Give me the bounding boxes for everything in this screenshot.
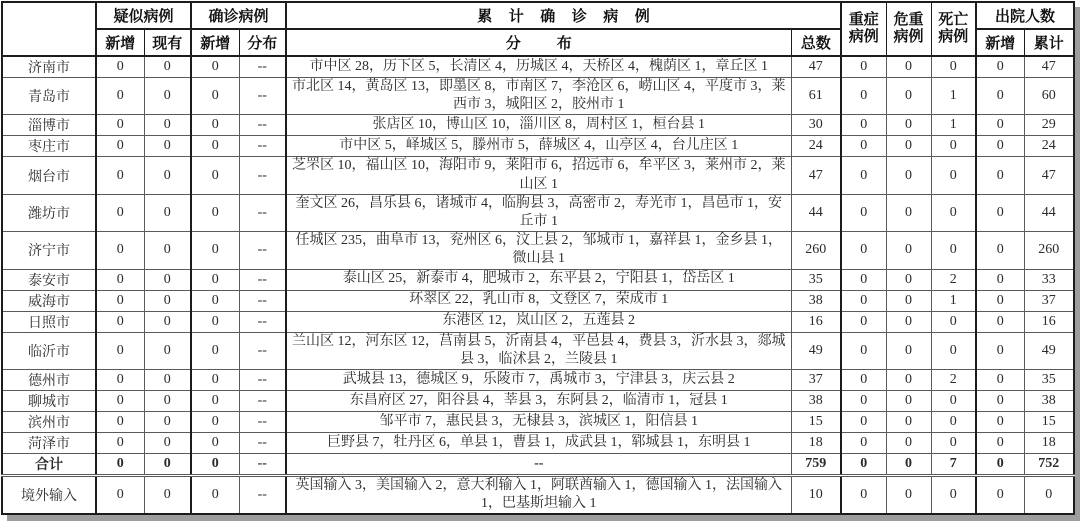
cumulative-total-cell: 38 (791, 390, 841, 411)
header-confirmed-group: 确诊病例 (191, 2, 286, 29)
death-cell: 0 (931, 432, 976, 453)
cumulative-dist-cell: 市中区 5，峄城区 5，滕州市 5，薛城区 4，山亭区 4，台儿庄区 1 (286, 136, 791, 157)
table-row (2, 332, 1074, 369)
cumulative-dist-cell: 奎文区 26，昌乐县 6，诸城市 4，临朐县 3，高密市 2，寿光市 1，昌邑市 1，安丘市 1 (286, 194, 791, 231)
critical-cell: 0 (886, 475, 931, 514)
header-confirmed-new: 新增 (191, 29, 239, 56)
confirmed-new-cell: 0 (191, 475, 239, 514)
city-name-cell: 菏泽市 (2, 432, 96, 453)
table-row (2, 475, 1074, 514)
suspected-current-cell: 0 (144, 78, 191, 115)
discharged-total-cell: 16 (1024, 311, 1074, 332)
cumulative-dist-cell: -- (286, 453, 791, 475)
confirmed-dist-cell: -- (239, 157, 286, 194)
cumulative-dist-cell: 泰山区 25，新泰市 4，肥城市 2，东平县 2，宁阳县 1，岱岳区 1 (286, 269, 791, 290)
header-severe: 重症病例 (841, 2, 886, 56)
discharged-total-cell: 0 (1024, 475, 1074, 514)
death-cell: 0 (931, 332, 976, 369)
confirmed-dist-cell: -- (239, 78, 286, 115)
critical-cell: 0 (886, 269, 931, 290)
confirmed-dist-cell: -- (239, 290, 286, 311)
confirmed-new-cell: 0 (191, 390, 239, 411)
cumulative-total-cell: 47 (791, 56, 841, 78)
confirmed-new-cell: 0 (191, 194, 239, 231)
cumulative-dist-cell: 东昌府区 27，阳谷县 4，莘县 3，东阿县 2，临清市 1，冠县 1 (286, 390, 791, 411)
suspected-current-cell: 0 (144, 194, 191, 231)
severe-cell: 0 (841, 332, 886, 369)
discharged-total-cell: 47 (1024, 157, 1074, 194)
severe-cell: 0 (841, 453, 886, 475)
header-discharged-group: 出院人数 (976, 2, 1074, 29)
severe-cell: 0 (841, 78, 886, 115)
suspected-new-cell: 0 (96, 232, 144, 269)
severe-cell: 0 (841, 232, 886, 269)
cumulative-total-cell: 759 (791, 453, 841, 475)
critical-cell: 0 (886, 311, 931, 332)
critical-cell: 0 (886, 136, 931, 157)
confirmed-dist-cell: -- (239, 432, 286, 453)
confirmed-dist-cell: -- (239, 269, 286, 290)
suspected-current-cell: 0 (144, 136, 191, 157)
table-row (2, 311, 1074, 332)
discharged-total-cell: 33 (1024, 269, 1074, 290)
death-cell: 1 (931, 115, 976, 136)
severe-cell: 0 (841, 115, 886, 136)
cumulative-total-cell: 30 (791, 115, 841, 136)
header-death: 死亡病例 (931, 2, 976, 56)
cumulative-total-cell: 15 (791, 411, 841, 432)
confirmed-new-cell: 0 (191, 115, 239, 136)
table-row (2, 136, 1074, 157)
critical-cell: 0 (886, 56, 931, 78)
discharged-new-cell: 0 (976, 453, 1024, 475)
cumulative-total-cell: 49 (791, 332, 841, 369)
cumulative-dist-cell: 张店区 10，博山区 10，淄川区 8，周村区 1，桓台县 1 (286, 115, 791, 136)
discharged-total-cell: 24 (1024, 136, 1074, 157)
discharged-new-cell: 0 (976, 194, 1024, 231)
table-row (2, 78, 1074, 115)
confirmed-new-cell: 0 (191, 56, 239, 78)
discharged-total-cell: 60 (1024, 78, 1074, 115)
confirmed-dist-cell: -- (239, 194, 286, 231)
table-row (2, 269, 1074, 290)
city-name-cell: 日照市 (2, 311, 96, 332)
table-row (2, 194, 1074, 231)
cumulative-total-cell: 24 (791, 136, 841, 157)
discharged-new-cell: 0 (976, 269, 1024, 290)
confirmed-new-cell: 0 (191, 290, 239, 311)
city-name-cell: 威海市 (2, 290, 96, 311)
suspected-new-cell: 0 (96, 332, 144, 369)
suspected-new-cell: 0 (96, 390, 144, 411)
discharged-new-cell: 0 (976, 157, 1024, 194)
confirmed-new-cell: 0 (191, 157, 239, 194)
header-cumulative-total: 总数 (791, 29, 841, 56)
city-name-cell: 淄博市 (2, 115, 96, 136)
table-header (2, 2, 1074, 56)
suspected-new-cell: 0 (96, 136, 144, 157)
cumulative-total-cell: 18 (791, 432, 841, 453)
suspected-new-cell: 0 (96, 78, 144, 115)
death-cell: 1 (931, 290, 976, 311)
city-name-cell: 合计 (2, 453, 96, 475)
table-row (2, 157, 1074, 194)
suspected-new-cell: 0 (96, 56, 144, 78)
city-name-cell: 聊城市 (2, 390, 96, 411)
city-name-cell: 滨州市 (2, 411, 96, 432)
discharged-total-cell: 49 (1024, 332, 1074, 369)
epidemic-stats-table (1, 1, 1075, 515)
table-row (2, 411, 1074, 432)
suspected-new-cell: 0 (96, 369, 144, 390)
suspected-new-cell: 0 (96, 311, 144, 332)
confirmed-dist-cell: -- (239, 475, 286, 514)
confirmed-new-cell: 0 (191, 311, 239, 332)
header-suspected-new: 新增 (96, 29, 144, 56)
death-cell: 7 (931, 453, 976, 475)
suspected-new-cell: 0 (96, 475, 144, 514)
cumulative-total-cell: 35 (791, 269, 841, 290)
death-cell: 1 (931, 78, 976, 115)
city-name-cell: 泰安市 (2, 269, 96, 290)
city-name-cell: 济宁市 (2, 232, 96, 269)
severe-cell: 0 (841, 411, 886, 432)
death-cell: 0 (931, 232, 976, 269)
suspected-new-cell: 0 (96, 115, 144, 136)
discharged-total-cell: 15 (1024, 411, 1074, 432)
severe-cell: 0 (841, 56, 886, 78)
table-body (2, 56, 1074, 514)
confirmed-dist-cell: -- (239, 411, 286, 432)
discharged-new-cell: 0 (976, 311, 1024, 332)
header-discharged-total: 累计 (1024, 29, 1074, 56)
severe-cell: 0 (841, 194, 886, 231)
header-critical: 危重病例 (886, 2, 931, 56)
suspected-current-cell: 0 (144, 369, 191, 390)
suspected-new-cell: 0 (96, 157, 144, 194)
death-cell: 0 (931, 194, 976, 231)
discharged-new-cell: 0 (976, 369, 1024, 390)
suspected-current-cell: 0 (144, 56, 191, 78)
cumulative-total-cell: 61 (791, 78, 841, 115)
discharged-total-cell: 38 (1024, 390, 1074, 411)
confirmed-dist-cell: -- (239, 453, 286, 475)
cumulative-dist-cell: 邹平市 7，惠民县 3，无棣县 3，滨城区 1，阳信县 1 (286, 411, 791, 432)
discharged-new-cell: 0 (976, 115, 1024, 136)
table-row (2, 432, 1074, 453)
discharged-new-cell: 0 (976, 232, 1024, 269)
discharged-total-cell: 44 (1024, 194, 1074, 231)
severe-cell: 0 (841, 475, 886, 514)
confirmed-new-cell: 0 (191, 332, 239, 369)
death-cell: 2 (931, 269, 976, 290)
severe-cell: 0 (841, 290, 886, 311)
cumulative-dist-cell: 巨野县 7，牡丹区 6，单县 1，曹县 1，成武县 1，郓城县 1，东明县 1 (286, 432, 791, 453)
confirmed-dist-cell: -- (239, 56, 286, 78)
suspected-new-cell: 0 (96, 290, 144, 311)
cumulative-total-cell: 10 (791, 475, 841, 514)
header-suspected-current: 现有 (144, 29, 191, 56)
discharged-new-cell: 0 (976, 332, 1024, 369)
discharged-total-cell: 29 (1024, 115, 1074, 136)
discharged-new-cell: 0 (976, 56, 1024, 78)
severe-cell: 0 (841, 390, 886, 411)
discharged-new-cell: 0 (976, 78, 1024, 115)
city-name-cell: 济南市 (2, 56, 96, 78)
cumulative-dist-cell: 市中区 28，历下区 5，长清区 4，历城区 4，天桥区 4，槐荫区 1，章丘区 1 (286, 56, 791, 78)
table-row (2, 56, 1074, 78)
critical-cell: 0 (886, 157, 931, 194)
death-cell: 2 (931, 369, 976, 390)
discharged-total-cell: 260 (1024, 232, 1074, 269)
death-cell: 0 (931, 311, 976, 332)
severe-cell: 0 (841, 157, 886, 194)
suspected-new-cell: 0 (96, 453, 144, 475)
header-cumulative-dist: 分布 (286, 29, 791, 56)
suspected-new-cell: 0 (96, 432, 144, 453)
cumulative-total-cell: 44 (791, 194, 841, 231)
discharged-new-cell: 0 (976, 432, 1024, 453)
critical-cell: 0 (886, 194, 931, 231)
confirmed-new-cell: 0 (191, 453, 239, 475)
confirmed-new-cell: 0 (191, 432, 239, 453)
discharged-new-cell: 0 (976, 136, 1024, 157)
death-cell: 0 (931, 56, 976, 78)
confirmed-new-cell: 0 (191, 78, 239, 115)
header-suspected-group: 疑似病例 (96, 2, 191, 29)
confirmed-new-cell: 0 (191, 136, 239, 157)
suspected-current-cell: 0 (144, 411, 191, 432)
suspected-current-cell: 0 (144, 390, 191, 411)
confirmed-dist-cell: -- (239, 232, 286, 269)
confirmed-new-cell: 0 (191, 369, 239, 390)
cumulative-total-cell: 47 (791, 157, 841, 194)
discharged-new-cell: 0 (976, 390, 1024, 411)
discharged-new-cell: 0 (976, 411, 1024, 432)
table-row (2, 290, 1074, 311)
suspected-current-cell: 0 (144, 269, 191, 290)
confirmed-dist-cell: -- (239, 332, 286, 369)
severe-cell: 0 (841, 136, 886, 157)
suspected-current-cell: 0 (144, 115, 191, 136)
cumulative-dist-cell: 英国输入 3，美国输入 2，意大利输入 1，阿联酋输入 1，德国输入 1，法国输入 1，巴基斯坦输入 1 (286, 475, 791, 514)
cumulative-dist-cell: 兰山区 12，河东区 12，莒南县 5，沂南县 4，平邑县 4，费县 3，沂水县 3，郯城县 3，临沭县 2，兰陵县 1 (286, 332, 791, 369)
suspected-current-cell: 0 (144, 157, 191, 194)
cumulative-dist-cell: 任城区 235，曲阜市 13，兖州区 6，汶上县 2，邹城市 1，嘉祥县 1，金乡县 1，微山县 1 (286, 232, 791, 269)
discharged-total-cell: 18 (1024, 432, 1074, 453)
discharged-new-cell: 0 (976, 475, 1024, 514)
discharged-total-cell: 752 (1024, 453, 1074, 475)
suspected-new-cell: 0 (96, 269, 144, 290)
table-row (2, 115, 1074, 136)
critical-cell: 0 (886, 453, 931, 475)
suspected-new-cell: 0 (96, 411, 144, 432)
suspected-current-cell: 0 (144, 290, 191, 311)
city-name-cell: 枣庄市 (2, 136, 96, 157)
death-cell: 0 (931, 475, 976, 514)
cumulative-total-cell: 38 (791, 290, 841, 311)
critical-cell: 0 (886, 78, 931, 115)
critical-cell: 0 (886, 411, 931, 432)
discharged-total-cell: 35 (1024, 369, 1074, 390)
city-name-cell: 德州市 (2, 369, 96, 390)
critical-cell: 0 (886, 432, 931, 453)
header-cumulative-group: 累计确诊病例 (286, 2, 841, 29)
death-cell: 0 (931, 390, 976, 411)
cumulative-dist-cell: 芝罘区 10，福山区 10，海阳市 9，莱阳市 6，招远市 6，牟平区 3，莱州市 2，莱山区 1 (286, 157, 791, 194)
severe-cell: 0 (841, 369, 886, 390)
confirmed-dist-cell: -- (239, 369, 286, 390)
critical-cell: 0 (886, 369, 931, 390)
city-name-cell: 境外输入 (2, 475, 96, 514)
critical-cell: 0 (886, 390, 931, 411)
cumulative-dist-cell: 东港区 12，岚山区 2，五莲县 2 (286, 311, 791, 332)
critical-cell: 0 (886, 115, 931, 136)
suspected-current-cell: 0 (144, 332, 191, 369)
critical-cell: 0 (886, 232, 931, 269)
city-name-cell: 烟台市 (2, 157, 96, 194)
header-corner-cell (2, 2, 96, 56)
confirmed-new-cell: 0 (191, 411, 239, 432)
confirmed-dist-cell: -- (239, 390, 286, 411)
discharged-new-cell: 0 (976, 290, 1024, 311)
death-cell: 0 (931, 157, 976, 194)
cumulative-dist-cell: 市北区 14，黄岛区 13，即墨区 8，市南区 7，李沧区 6，崂山区 4，平度市 3，莱西市 3，城阳区 2，胶州市 1 (286, 78, 791, 115)
cumulative-total-cell: 260 (791, 232, 841, 269)
city-name-cell: 潍坊市 (2, 194, 96, 231)
confirmed-new-cell: 0 (191, 232, 239, 269)
table-row (2, 390, 1074, 411)
discharged-total-cell: 37 (1024, 290, 1074, 311)
suspected-current-cell: 0 (144, 432, 191, 453)
severe-cell: 0 (841, 311, 886, 332)
severe-cell: 0 (841, 432, 886, 453)
discharged-total-cell: 47 (1024, 56, 1074, 78)
death-cell: 0 (931, 411, 976, 432)
cumulative-dist-cell: 武城县 13，德城区 9，乐陵市 7，禹城市 3，宁津县 3，庆云县 2 (286, 369, 791, 390)
header-discharged-new: 新增 (976, 29, 1024, 56)
suspected-current-cell: 0 (144, 232, 191, 269)
suspected-current-cell: 0 (144, 475, 191, 514)
table-row (2, 232, 1074, 269)
confirmed-dist-cell: -- (239, 311, 286, 332)
table-row (2, 369, 1074, 390)
suspected-current-cell: 0 (144, 453, 191, 475)
confirmed-dist-cell: -- (239, 115, 286, 136)
table-row (2, 453, 1074, 475)
death-cell: 0 (931, 136, 976, 157)
cumulative-dist-cell: 环翠区 22，乳山市 8，文登区 7，荣成市 1 (286, 290, 791, 311)
cumulative-total-cell: 16 (791, 311, 841, 332)
suspected-current-cell: 0 (144, 311, 191, 332)
header-confirmed-dist: 分布 (239, 29, 286, 56)
confirmed-dist-cell: -- (239, 136, 286, 157)
critical-cell: 0 (886, 290, 931, 311)
confirmed-new-cell: 0 (191, 269, 239, 290)
severe-cell: 0 (841, 269, 886, 290)
city-name-cell: 临沂市 (2, 332, 96, 369)
critical-cell: 0 (886, 332, 931, 369)
city-name-cell: 青岛市 (2, 78, 96, 115)
suspected-new-cell: 0 (96, 194, 144, 231)
cumulative-total-cell: 37 (791, 369, 841, 390)
